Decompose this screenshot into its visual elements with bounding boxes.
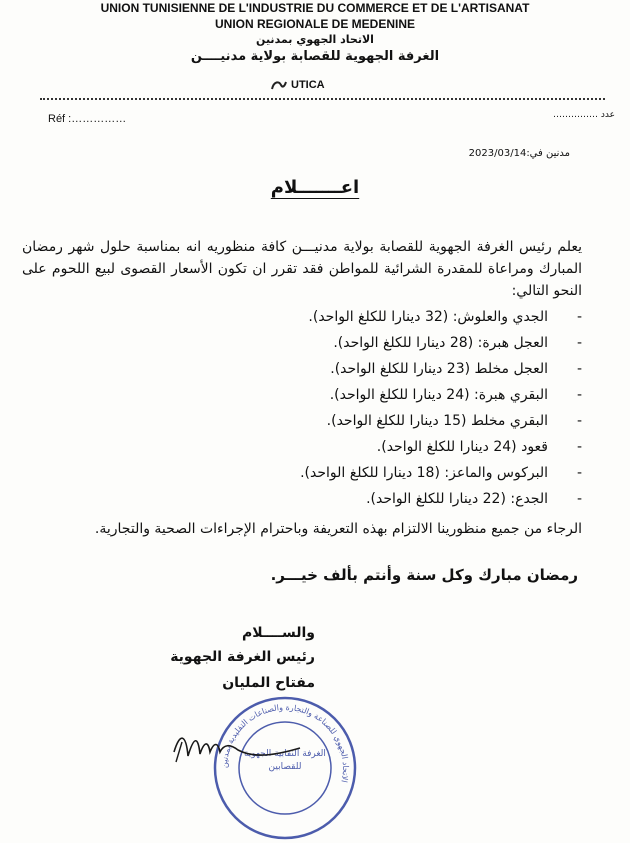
list-item: - الجدع: (22 دينارا للكلغ الواحد). [300,486,582,512]
list-item: - العجل مخلط (23 دينارا للكلغ الواحد). [300,356,582,382]
list-item: - قعود (24 دينارا للكلغ الواحد). [300,434,582,460]
header-org-fr: UNION TUNISIENNE DE L'INDUSTRIE DU COMMERCE ET DE L'ARTISANAT [100,1,530,15]
utica-logo-icon [270,79,288,91]
header-region-fr: UNION REGIONALE DE MEDENINE [214,17,415,31]
handwritten-signature-icon [168,722,308,772]
date-line: مدنين في:2023/03/14 [468,148,570,159]
ramadan-greeting: رمضان مبارك وكل سنة وأنتم بألف خيـــر. [270,566,578,584]
intro-paragraph: يعلم رئيس الغرفة الجهوية للقصابة بولاية مدنيـــن كافة منظوريه انه بمناسبة حلول شهر رمضان المبارك ومراعاة للمقدرة الشرائية للمواطن فقد تقرر ان تكون الأسعار القصوى لبيع اللحوم على النحو التالي: [22,239,582,299]
signature-name: مفتاح المليان [222,675,315,691]
header-chamber-ar: الغرفة الجهوية للقصابة بولاية مدنيــــن [190,49,440,64]
price-list [300,304,582,512]
list-item: - العجل هبرة: (28 دينارا للكلغ الواحد). [300,330,582,356]
list-item: - الجدي والعلوش: (32 دينارا للكلغ الواحد). [300,304,582,330]
stamp-ring-text: الاتحاد الجهوي للصناعة والتجارة والصناعات التقليدية بمدنين [219,702,351,784]
logo-text: UTICA [291,79,325,91]
list-item: - البقري مخلط (15 دينارا للكلغ الواحد). [300,408,582,434]
document-title-wrap [0,177,630,198]
stamp-center-text: الغرفة النقابية الجهوية للقصابين [244,749,326,772]
list-item: - البركوس والماعز: (18 دينارا للكلغ الواحد). [300,460,582,486]
signature-role: رئيس الغرفة الجهوية [170,649,315,665]
signature-salutation: والســــلام [241,625,315,641]
list-item: - البقري هبرة: (24 دينارا للكلغ الواحد). [300,382,582,408]
document-title: اعـــــــلام [270,177,360,198]
header-region-ar: الاتحاد الجهوي بمدنين [256,33,374,46]
utica-logo [270,79,325,91]
header-divider [40,98,605,100]
reference-field: Réf :…………… [48,113,127,125]
number-field: عدد …………… [553,110,615,120]
closing-paragraph: الرجاء من جميع منظورينا الالتزام بهذه التعريفة وباحترام الإجراءات الصحية والتجارية. [94,521,582,537]
